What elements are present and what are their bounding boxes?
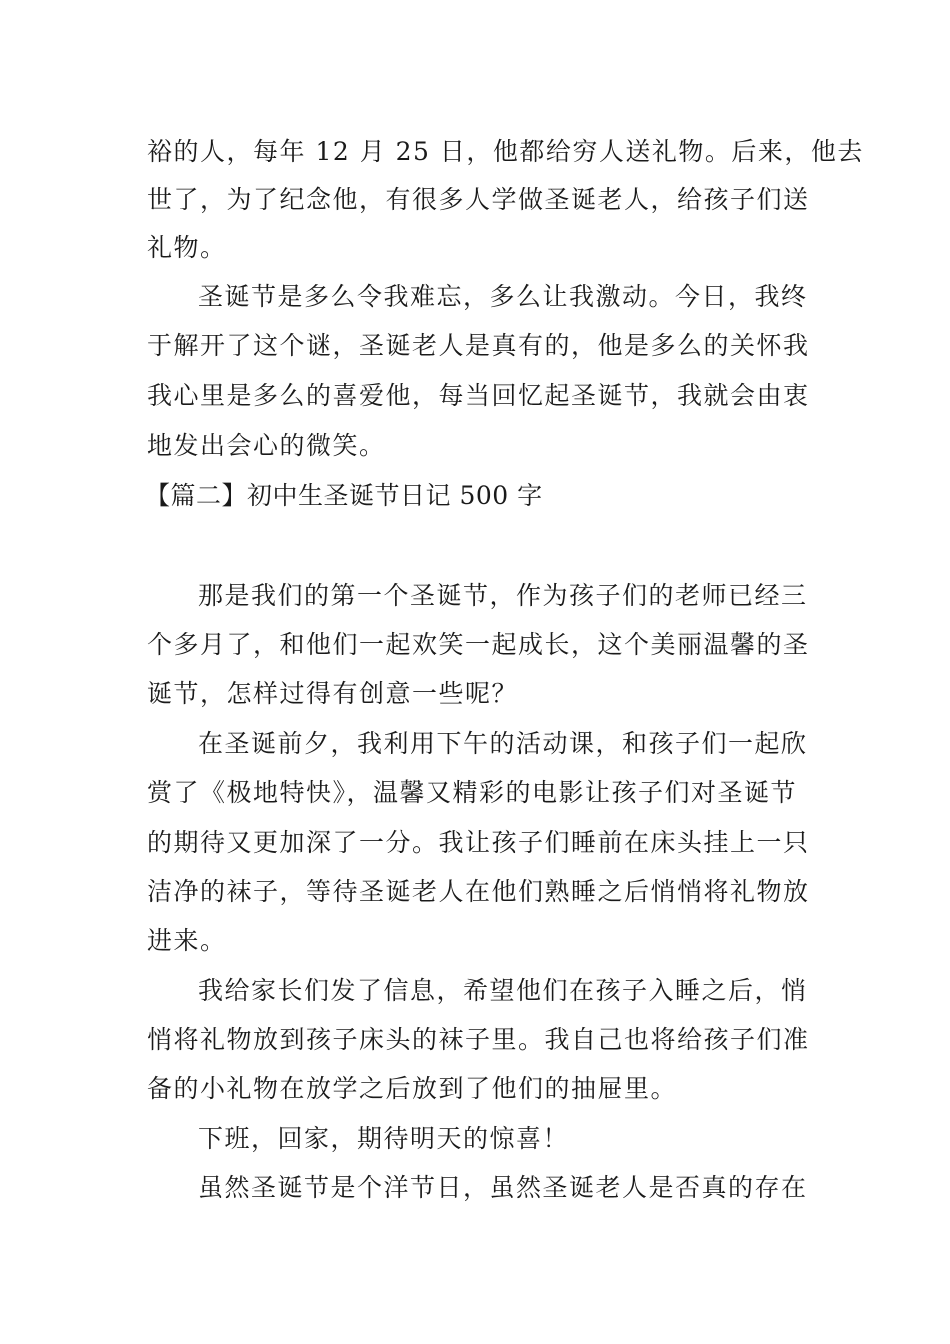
paragraph-line: 我心里是多么的喜爱他，每当回忆起圣诞节，我就会由衷 [147, 381, 810, 410]
paragraph-line: 在圣诞前夕，我利用下午的活动课，和孩子们一起欣 [198, 729, 808, 758]
paragraph-line: 于解开了这个谜，圣诞老人是真有的，他是多么的关怀我 [147, 331, 810, 360]
paragraph-line: 圣诞节是多么令我难忘，多么让我激动。今日，我终 [198, 282, 808, 311]
paragraph-line: 那是我们的第一个圣诞节，作为孩子们的老师已经三 [198, 581, 808, 610]
paragraph-line: 的期待又更加深了一分。我让孩子们睡前在床头挂上一只 [147, 828, 810, 857]
section-heading: 【篇二】初中生圣诞节日记 500 字 [145, 481, 543, 510]
paragraph-line: 下班，回家，期待明天的惊喜！ [198, 1124, 570, 1153]
paragraph-line: 备的小礼物在放学之后放到了他们的抽屉里。 [147, 1074, 678, 1103]
paragraph-line: 我给家长们发了信息，希望他们在孩子入睡之后，悄 [198, 976, 808, 1005]
paragraph-line: 悄将礼物放到孩子床头的袜子里。我自己也将给孩子们准 [147, 1025, 810, 1054]
paragraph-line: 礼物。 [147, 233, 227, 262]
paragraph-line: 洁净的袜子，等待圣诞老人在他们熟睡之后悄悄将礼物放 [147, 877, 810, 906]
paragraph-line: 诞节，怎样过得有创意一些呢？ [147, 679, 519, 708]
paragraph-line: 虽然圣诞节是个洋节日，虽然圣诞老人是否真的存在 [198, 1173, 808, 1202]
paragraph-line: 个多月了，和他们一起欢笑一起成长，这个美丽温馨的圣 [147, 630, 810, 659]
paragraph-line: 赏了《极地特快》，温馨又精彩的电影让孩子们对圣诞节 [147, 778, 798, 807]
paragraph-line: 进来。 [147, 926, 227, 955]
paragraph-line: 世了，为了纪念他，有很多人学做圣诞老人，给孩子们送 [147, 185, 810, 214]
paragraph-line: 地发出会心的微笑。 [147, 431, 386, 460]
paragraph-line: 裕的人，每年 12 月 25 日，他都给穷人送礼物。后来，他去 [147, 137, 864, 166]
